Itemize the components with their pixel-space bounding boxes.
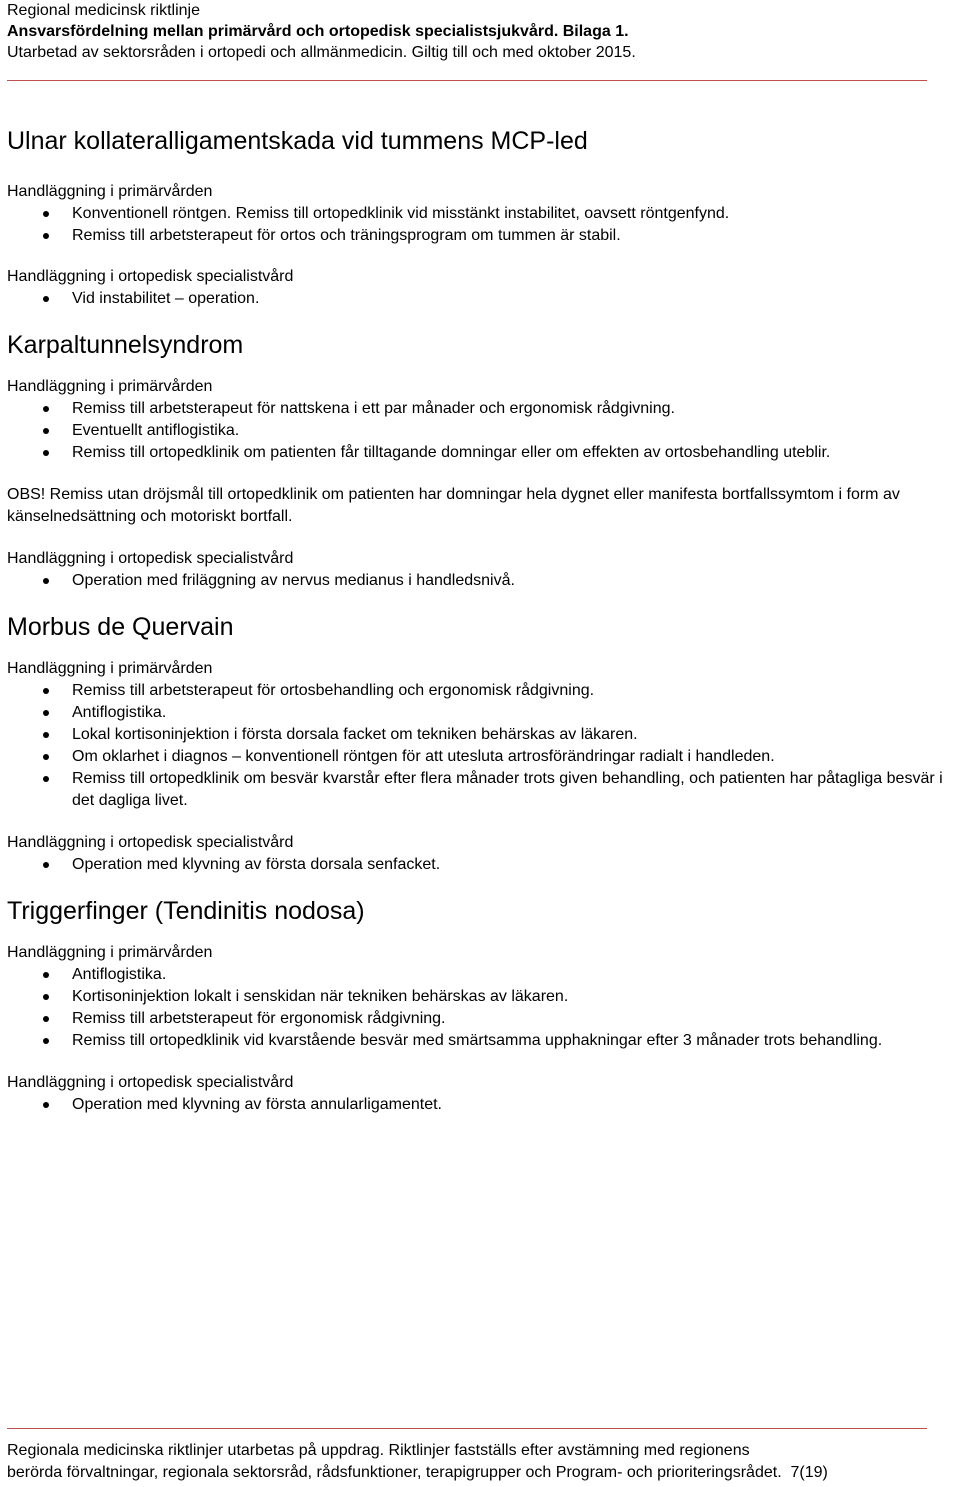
list-item: Vid instabilitet – operation. xyxy=(7,288,947,310)
bullet-icon xyxy=(43,1038,49,1044)
list-item: Remiss till arbetsterapeut för ergonomisk rådgivning. xyxy=(7,1008,947,1030)
subheading-karpal-primary: Handläggning i primärvården xyxy=(7,378,213,395)
bullet-icon xyxy=(43,211,49,217)
page-number: 7(19) xyxy=(790,1464,828,1481)
bullet-icon xyxy=(43,688,49,694)
document-header xyxy=(7,0,947,63)
subheading-trigger-primary: Handläggning i primärvården xyxy=(7,944,213,961)
list-item: Remiss till ortopedklinik om patienten får tilltagande domningar eller om effekten av ortosbehandling uteblir. xyxy=(7,442,947,464)
list-item: Remiss till arbetsterapeut för ortos och träningsprogram om tummen är stabil. xyxy=(7,225,947,247)
list-morbus-primary xyxy=(7,680,947,812)
header-guideline-type: Regional medicinsk riktlinje xyxy=(7,2,200,19)
list-item: Om oklarhet i diagnos – konventionell röntgen för att utesluta artrosförändringar radialt i handleden. xyxy=(7,746,947,768)
list-item: Operation med klyvning av första dorsala senfacket. xyxy=(7,854,947,876)
bullet-icon xyxy=(43,406,49,412)
header-authorship: Utarbetad av sektorsråden i ortopedi och allmänmedicin. Giltig till och med oktober 2015. xyxy=(7,44,636,61)
bullet-icon xyxy=(43,972,49,978)
list-morbus-specialist xyxy=(7,854,947,876)
list-item: Remiss till ortopedklinik vid kvarstående besvär med smärtsamma upphakningar efter 3 månader trots behandling. xyxy=(7,1030,947,1052)
bullet-icon xyxy=(43,428,49,434)
section-title-karpal: Karpaltunnelsyndrom xyxy=(7,331,244,359)
section-title-trigger: Triggerfinger (Tendinitis nodosa) xyxy=(7,897,365,925)
section-title-morbus: Morbus de Quervain xyxy=(7,613,234,641)
bullet-icon xyxy=(43,450,49,456)
bullet-icon xyxy=(43,994,49,1000)
bullet-icon xyxy=(43,710,49,716)
bullet-icon xyxy=(43,233,49,239)
subheading-karpal-specialist: Handläggning i ortopedisk specialistvård xyxy=(7,550,294,567)
bullet-icon xyxy=(43,754,49,760)
subheading-morbus-specialist: Handläggning i ortopedisk specialistvård xyxy=(7,834,294,851)
subheading-morbus-primary: Handläggning i primärvården xyxy=(7,660,213,677)
list-trigger-primary xyxy=(7,964,947,1052)
header-rule xyxy=(7,80,927,81)
footer-line-2: berörda förvaltningar, regionala sektorsråd, rådsfunktioner, terapigrupper och Program- och prioriteringsrådet. 7(19) xyxy=(7,1464,828,1481)
document-body xyxy=(7,126,947,1116)
list-ulnar-primary xyxy=(7,203,947,247)
note-karpal-obs: OBS! Remiss utan dröjsmål till ortopedklinik om patienten har domningar hela dygnet eller manifesta bortfallssymtom i form av känselnedsättning och motoriskt bortfall. xyxy=(7,486,900,525)
list-item: Remiss till arbetsterapeut för ortosbehandling och ergonomisk rådgivning. xyxy=(7,680,947,702)
list-item: Konventionell röntgen. Remiss till ortopedklinik vid misstänkt instabilitet, oavsett röntgenfynd. xyxy=(7,203,947,225)
bullet-icon xyxy=(43,862,49,868)
list-karpal-specialist xyxy=(7,570,947,592)
bullet-icon xyxy=(43,296,49,302)
subheading-ulnar-specialist: Handläggning i ortopedisk specialistvård xyxy=(7,268,294,285)
footer-rule xyxy=(7,1428,927,1429)
list-item: Operation med friläggning av nervus medianus i handledsnivå. xyxy=(7,570,947,592)
section-title-ulnar: Ulnar kollateralligamentskada vid tummens MCP-led xyxy=(7,127,588,155)
bullet-icon xyxy=(43,732,49,738)
list-ulnar-specialist xyxy=(7,288,947,310)
bullet-icon xyxy=(43,1016,49,1022)
bullet-icon xyxy=(43,578,49,584)
header-document-title: Ansvarsfördelning mellan primärvård och ortopedisk specialistsjukvård. Bilaga 1. xyxy=(7,23,629,40)
list-karpal-primary xyxy=(7,398,947,464)
list-item: Antiflogistika. xyxy=(7,702,947,724)
bullet-icon xyxy=(43,1102,49,1108)
bullet-icon xyxy=(43,776,49,782)
subheading-ulnar-primary: Handläggning i primärvården xyxy=(7,183,213,200)
subheading-trigger-specialist: Handläggning i ortopedisk specialistvård xyxy=(7,1074,294,1091)
footer-line-1: Regionala medicinska riktlinjer utarbetas på uppdrag. Riktlinjer fastställs efter avstämning med regionens xyxy=(7,1442,750,1459)
list-item: Operation med klyvning av första annularligamentet. xyxy=(7,1094,947,1116)
list-item: Remiss till arbetsterapeut för nattskena i ett par månader och ergonomisk rådgivning. xyxy=(7,398,947,420)
list-item: Antiflogistika. xyxy=(7,964,947,986)
list-item: Remiss till ortopedklinik om besvär kvarstår efter flera månader trots given behandling, och patienten har påtagliga besvär i det dagliga livet. xyxy=(7,768,947,812)
list-trigger-specialist xyxy=(7,1094,947,1116)
document-footer xyxy=(7,1440,957,1484)
list-item: Lokal kortisoninjektion i första dorsala facket om tekniken behärskas av läkaren. xyxy=(7,724,947,746)
list-item: Eventuellt antiflogistika. xyxy=(7,420,947,442)
list-item: Kortisoninjektion lokalt i senskidan när tekniken behärskas av läkaren. xyxy=(7,986,947,1008)
